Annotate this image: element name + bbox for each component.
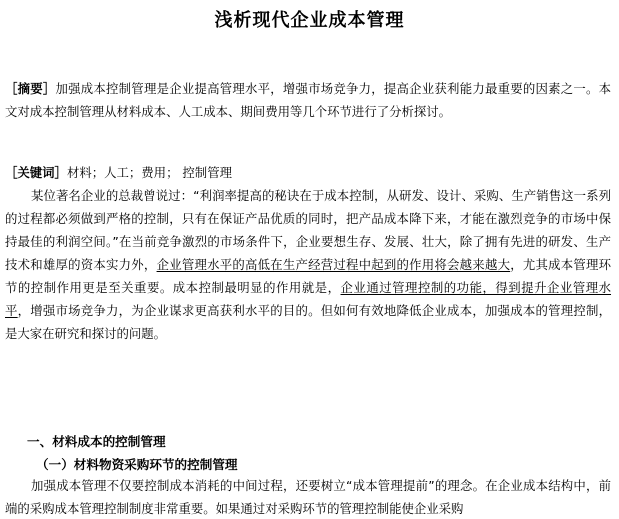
intro-text-part1: 某位著名企业的总裁曾说过：“利润率提高的秘诀在于成本控制，从研发、设计、采购、生产销售这一系列的过程都必须做到严格的控制，只有在保证产品优质的同时，把产品成本降下来，才能在激烈竞争的市场中保持最佳的利润空间。”在当前竞争激烈的市场条件下，企业要想生存、发展、壮大，除了拥有先进的研发、生产技术和雄厚的资本实力外， bbox=[5, 188, 611, 272]
document-title: 浅析现代企业成本管理 bbox=[214, 10, 405, 31]
intro-underlined-text-1: 企业管理水平的高低在生产经营过程中起到的作用将会越来越大 bbox=[156, 257, 511, 272]
keywords-label: ［关键词］ bbox=[5, 165, 67, 180]
intro-text-part3: ，增强市场竞争力，为企业谋求更高获利水平的目的。但如何有效地降低企业成本，加强成本的管理控制，是大家在研究和探讨的问题。 bbox=[5, 303, 612, 341]
section-paragraph: 加强成本管理不仅要控制成本消耗的中间过程，还要树立“成本管理提前”的理念。在企业成本结构中，前端的采购成本管理控制制度非常重要。如果通过对采购环节的管理控制能使企业采购 bbox=[5, 478, 611, 516]
keywords-text: 材料；人工；费用； 控制管理 bbox=[66, 165, 232, 180]
abstract-paragraph bbox=[5, 77, 611, 123]
keywords-line bbox=[5, 161, 611, 184]
section-heading: 一、材料成本的控制管理 bbox=[27, 434, 166, 449]
intro-underlined-text-2: 企业通过管理控制的功能，得到提升企业管理水平 bbox=[5, 280, 612, 318]
intro-paragraph bbox=[5, 184, 611, 345]
abstract-text: 加强成本控制管理是企业提高管理水平，增强市场竞争力，提高企业获利能力最重要的因素之一。本文对成本控制管理从材料成本、人工成本、期间费用等几个环节进行了分析探讨。 bbox=[5, 81, 612, 119]
intro-text-part2: ，尤其成本管理环节的控制作用更是至关重要。成本控制最明显的作用就是， bbox=[5, 257, 612, 295]
subsection-heading: （一）材料物资采购环节的控制管理 bbox=[36, 457, 238, 472]
abstract-label: ［摘要］ bbox=[5, 81, 56, 96]
